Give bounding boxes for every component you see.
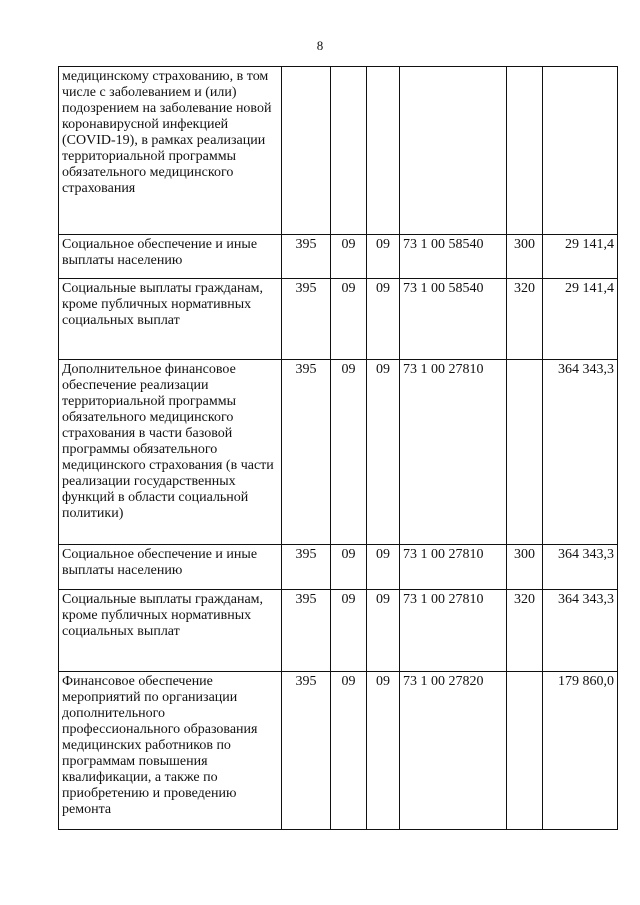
row-name: Социальные выплаты гражданам, кроме публичных нормативных социальных выплат	[59, 590, 282, 672]
row-pr: 09	[367, 590, 400, 672]
row-sum: 364 343,3	[543, 360, 618, 545]
row-grbs: 395	[282, 672, 331, 830]
row-sum: 29 141,4	[543, 235, 618, 279]
row-pr: 09	[367, 235, 400, 279]
row-rz: 09	[331, 360, 367, 545]
row-name: Социальное обеспечение и иные выплаты населению	[59, 235, 282, 279]
table-row	[59, 545, 618, 590]
row-pr: 09	[367, 545, 400, 590]
row-grbs: 395	[282, 360, 331, 545]
row-sum: 179 860,0	[543, 672, 618, 830]
row-rz: 09	[331, 235, 367, 279]
row-sum: 29 141,4	[543, 279, 618, 360]
table-row	[59, 67, 618, 235]
row-grbs: 395	[282, 590, 331, 672]
row-sum	[543, 67, 618, 235]
row-pr: 09	[367, 360, 400, 545]
table-row	[59, 672, 618, 830]
budget-table	[58, 66, 618, 830]
row-name: медицинскому страхованию, в том числе с заболеванием и (или) подозрением на заболевание новой коронавирусной инфекцией (COVID-19), в рамках реализации территориальной программы обязательного медицинского страхования	[59, 67, 282, 235]
table-row	[59, 590, 618, 672]
row-vr: 320	[507, 590, 543, 672]
table-row	[59, 235, 618, 279]
row-name: Социальное обеспечение и иные выплаты населению	[59, 545, 282, 590]
row-rz: 09	[331, 279, 367, 360]
table-row	[59, 360, 618, 545]
row-rz: 09	[331, 590, 367, 672]
row-csr: 73 1 00 27820	[400, 672, 507, 830]
row-pr: 09	[367, 672, 400, 830]
row-name: Социальные выплаты гражданам, кроме публичных нормативных социальных выплат	[59, 279, 282, 360]
row-csr: 73 1 00 58540	[400, 279, 507, 360]
row-vr: 300	[507, 545, 543, 590]
row-sum: 364 343,3	[543, 545, 618, 590]
row-vr: 320	[507, 279, 543, 360]
row-grbs: 395	[282, 545, 331, 590]
table-row	[59, 279, 618, 360]
row-csr: 73 1 00 27810	[400, 590, 507, 672]
page-number: 8	[316, 38, 324, 53]
row-grbs: 395	[282, 235, 331, 279]
row-vr	[507, 672, 543, 830]
row-rz: 09	[331, 672, 367, 830]
row-name: Финансовое обеспечение мероприятий по организации дополнительного профессионального образования медицинских работников по программам повышения квалификации, а также по приобретению и проведению ремонта	[59, 672, 282, 830]
row-csr: 73 1 00 27810	[400, 545, 507, 590]
row-pr	[367, 67, 400, 235]
row-name: Дополнительное финансовое обеспечение реализации территориальной программы обязательного медицинского страхования в части базовой программы обязательного медицинского страхования (в части реализации государственных функций в области социальной политики)	[59, 360, 282, 545]
row-grbs: 395	[282, 279, 331, 360]
row-grbs	[282, 67, 331, 235]
row-vr: 300	[507, 235, 543, 279]
row-vr	[507, 67, 543, 235]
row-csr	[400, 67, 507, 235]
row-rz: 09	[331, 545, 367, 590]
row-sum: 364 343,3	[543, 590, 618, 672]
row-pr: 09	[367, 279, 400, 360]
row-csr: 73 1 00 27810	[400, 360, 507, 545]
row-csr: 73 1 00 58540	[400, 235, 507, 279]
row-rz	[331, 67, 367, 235]
row-vr	[507, 360, 543, 545]
